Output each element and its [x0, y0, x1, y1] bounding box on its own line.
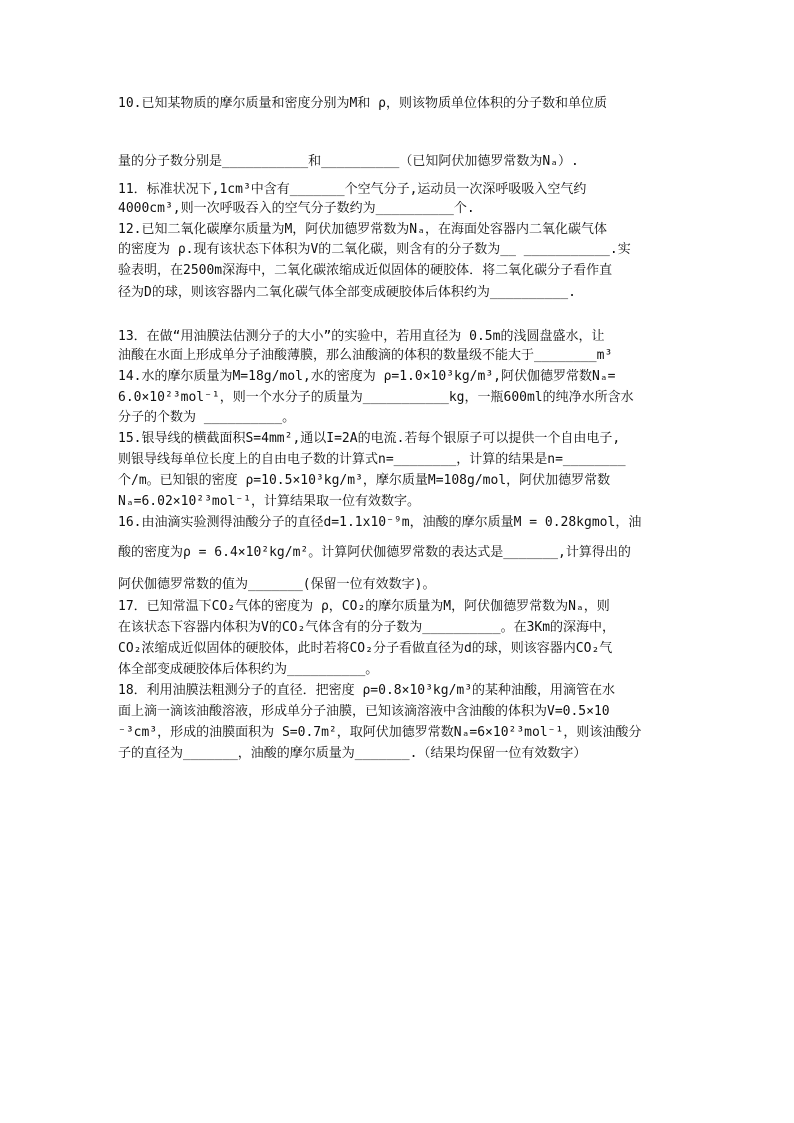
q14-line-3: 分子的个数为 __________。 — [118, 410, 296, 425]
q16-line-3: 阿伏伽德罗常数的值为_______(保留一位有效数字)。 — [118, 577, 436, 592]
q15-line-4: Nₐ=6.02×10²³mol⁻¹，计算结果取一位有效数字。 — [118, 494, 421, 509]
q18-line-1: 18．利用油膜法粗测分子的直径．把密度 ρ=0.8×10³kg/m³的某种油酸，用滴管在水 — [118, 683, 616, 698]
q15-line-3: 个/m。已知银的密度 ρ=10.5×10³kg/m³，摩尔质量M=108g/mol，阿伏加德罗常数 — [118, 473, 611, 488]
q18-line-4: 子的直径为_______，油酸的摩尔质量为_______.（结果均保留一位有效数字） — [118, 746, 587, 761]
q16-line-2: 酸的密度为ρ = 6.4×10²kg/m²。计算阿伏伽德罗常数的表达式是_______,计算得出的 — [118, 545, 631, 560]
q13-line-2: 油酸在水面上形成单分子油酸薄膜，那么油酸滴的体积的数量级不能大于________m³ — [118, 348, 613, 363]
q12-line-2: 的密度为 ρ.现有该状态下体积为V的二氧化碳，则含有的分子数为__ ___________.实 — [118, 242, 631, 257]
q12-line-4: 径为D的球，则该容器内二氧化碳气体全部变成硬胶体后体积约为__________. — [118, 285, 576, 300]
q12-line-1: 12.已知二氧化碳摩尔质量为M，阿伏加德罗常数为Nₐ，在海面处容器内二氧化碳气体 — [118, 222, 607, 237]
q15-line-2: 则银导线每单位长度上的自由电子数的计算式n=________，计算的结果是n=________ — [118, 452, 626, 467]
q17-line-3: CO₂浓缩成近似固体的硬胶体，此时若将CO₂分子看做直径为d的球，则该容器内CO₂气 — [118, 641, 613, 656]
q11-line-2: 4000cm³,则一次呼吸吞入的空气分子数约为__________个. — [118, 201, 475, 216]
q18-line-2: 面上滴一滴该油酸溶液，形成单分子油膜，已知该滴溶液中含油酸的体积为V=0.5×10 — [118, 704, 610, 719]
q10-line-1: 10.已知某物质的摩尔质量和密度分别为M和 ρ，则该物质单位体积的分子数和单位质 — [118, 96, 607, 111]
q10-line-2: 量的分子数分别是___________和__________（已知阿伏加德罗常数为Nₐ）. — [118, 154, 579, 169]
q15-line-1: 15.银导线的横截面积S=4mm²,通以I=2A的电流.若每个银原子可以提供一个自由电子, — [118, 431, 621, 446]
q14-line-2: 6.0×10²³mol⁻¹，则一个水分子的质量为___________kg，一瓶600ml的纯净水所含水 — [118, 390, 634, 405]
q11-line-1: 11．标准状况下,1cm³中含有_______个空气分子,运动员一次深呼吸吸入空气约 — [118, 182, 587, 197]
q17-line-4: 体全部变成硬胶体后体积约为__________。 — [118, 662, 379, 677]
q13-line-1: 13．在做“用油膜法估测分子的大小”的实验中，若用直径为 0.5m的浅圆盘盛水，让 — [118, 329, 605, 344]
q16-line-1: 16.由油滴实验测得油酸分子的直径d=1.1x10⁻⁹m，油酸的摩尔质量M = 0.28kgmol，油 — [118, 515, 642, 530]
q12-line-3: 验表明，在2500m深海中，二氧化碳浓缩成近似固体的硬胶体．将二氧化碳分子看作直 — [118, 263, 613, 278]
q14-line-1: 14.水的摩尔质量为M=18g/mol,水的密度为 ρ=1.0×10³kg/m³,阿伏伽德罗常数Nₐ= — [118, 369, 616, 384]
q17-line-2: 在该状态下容器内体积为V的CO₂气体含有的分子数为__________。在3Km的深海中， — [118, 620, 616, 635]
q17-line-1: 17．已知常温下CO₂气体的密度为 ρ，CO₂的摩尔质量为M，阿伏伽德罗常数为Nₐ，则 — [118, 599, 610, 614]
q18-line-3: ⁻³cm³，形成的油膜面积为 S=0.7m²，取阿伏加德罗常数Nₐ=6×10²³mol⁻¹，则该油酸分 — [118, 725, 642, 740]
